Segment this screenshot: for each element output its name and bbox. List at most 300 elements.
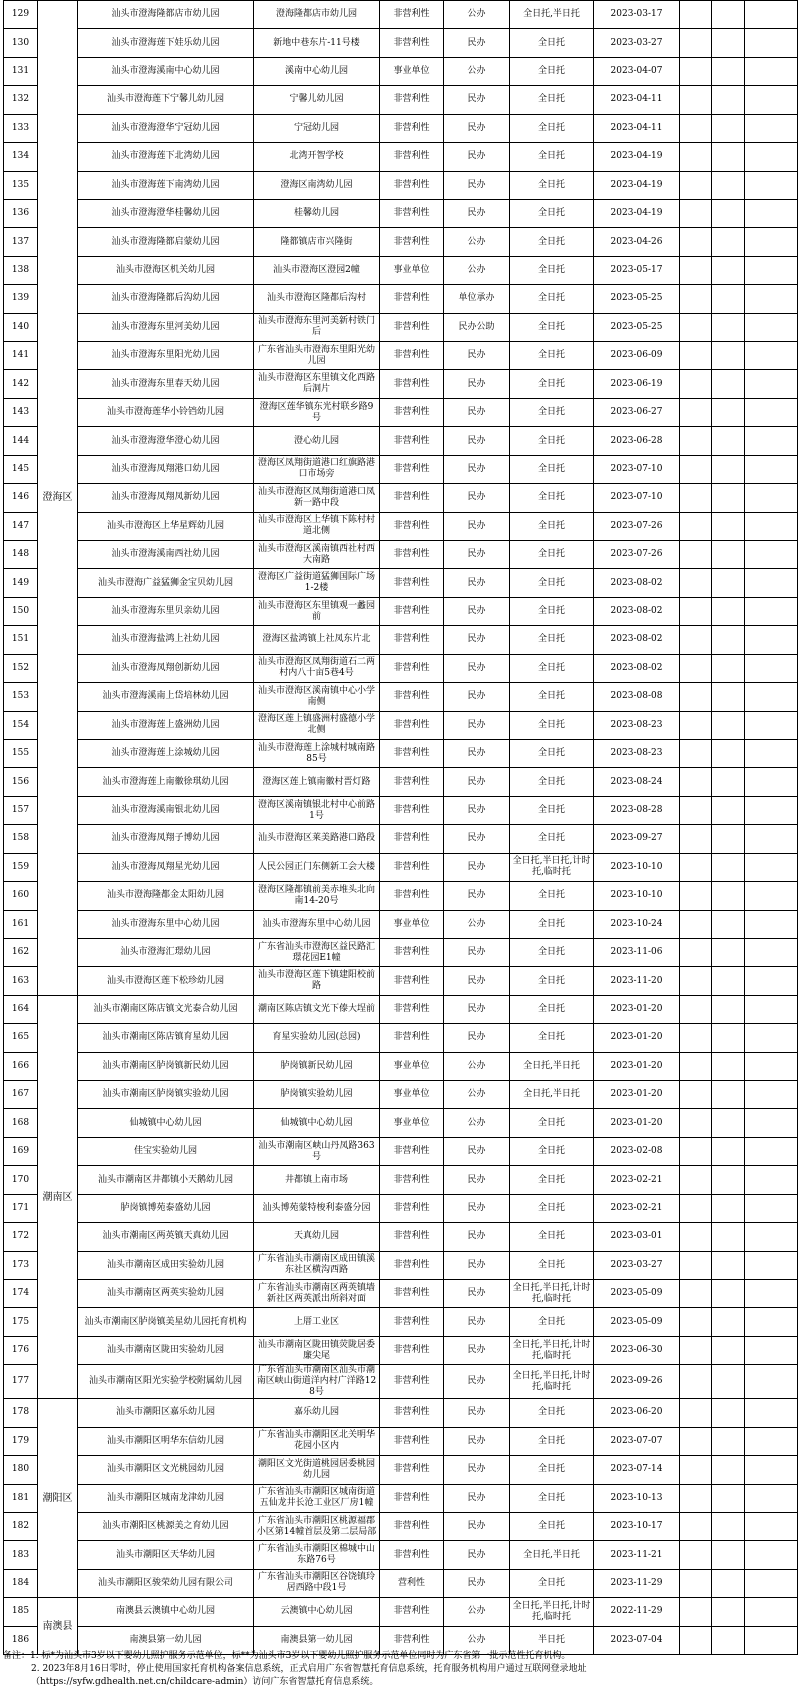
care-type: 全日托 xyxy=(510,1456,594,1484)
row-number: 181 xyxy=(4,1484,38,1512)
registration-date: 2023-07-10 xyxy=(594,484,680,512)
nature: 非营利性 xyxy=(380,1484,444,1512)
footnote-2: 2. 2023年8月16日零时，停止使用国家托育机构备案信息系统，正式启用广东省智慧托育信息系统，托育服务机构用户通过互联网登录地址 xyxy=(31,1664,587,1674)
address: 嘉乐幼儿园 xyxy=(254,1399,380,1427)
blank-cell xyxy=(680,427,712,455)
care-type: 全日托 xyxy=(510,1251,594,1279)
district-cell: 南澳县 xyxy=(38,1598,78,1655)
nature: 非营利性 xyxy=(380,1626,444,1654)
row-number: 178 xyxy=(4,1399,38,1427)
registration-date: 2023-07-26 xyxy=(594,512,680,540)
blank-cell xyxy=(712,86,745,114)
care-type: 全日托 xyxy=(510,1194,594,1222)
blank-cell xyxy=(745,683,798,711)
blank-cell xyxy=(680,1541,712,1569)
care-type: 全日托 xyxy=(510,228,594,256)
care-type: 全日托,半日托,计时托,临时托 xyxy=(510,1279,594,1307)
care-type: 全日托,半日托 xyxy=(510,1081,594,1109)
nature: 非营利性 xyxy=(380,1279,444,1307)
care-type: 半日托 xyxy=(510,1626,594,1654)
blank-cell xyxy=(680,285,712,313)
registration-date: 2023-04-19 xyxy=(594,143,680,171)
registration-date: 2023-06-27 xyxy=(594,398,680,426)
blank-cell xyxy=(712,1399,745,1427)
institution-name: 汕头市潮南区陇田实验幼儿园 xyxy=(78,1336,254,1364)
blank-cell xyxy=(712,1194,745,1222)
institution-name: 汕头市澄海东里阳光幼儿园 xyxy=(78,342,254,370)
nature: 非营利性 xyxy=(380,171,444,199)
blank-cell xyxy=(745,995,798,1023)
institution-name: 汕头市潮南区阳光实验学校附属幼儿园 xyxy=(78,1365,254,1399)
nature: 非营利性 xyxy=(380,541,444,569)
table-row xyxy=(4,1194,798,1222)
blank-cell xyxy=(680,995,712,1023)
care-type: 全日托 xyxy=(510,626,594,654)
care-type: 全日托 xyxy=(510,1569,594,1597)
registration-date: 2023-08-08 xyxy=(594,683,680,711)
institution-name: 汕头市澄海东里贝亲幼儿园 xyxy=(78,597,254,625)
ownership: 民办公助 xyxy=(444,313,510,341)
institution-name: 汕头市潮阳区骏荣幼儿园有限公司 xyxy=(78,1569,254,1597)
row-number: 157 xyxy=(4,796,38,824)
table-row xyxy=(4,967,798,995)
care-type: 全日托 xyxy=(510,29,594,57)
registration-date: 2023-08-02 xyxy=(594,569,680,597)
blank-cell xyxy=(745,739,798,767)
registration-date: 2023-04-07 xyxy=(594,57,680,85)
table-row xyxy=(4,342,798,370)
blank-cell xyxy=(712,1109,745,1137)
institution-name: 汕头市潮南区胪岗镇实验幼儿园 xyxy=(78,1081,254,1109)
nature: 非营利性 xyxy=(380,853,444,881)
blank-cell xyxy=(745,1251,798,1279)
care-type: 全日托 xyxy=(510,654,594,682)
table-row xyxy=(4,1427,798,1455)
blank-cell xyxy=(680,1166,712,1194)
address: 新地中巷东片-11号楼 xyxy=(254,29,380,57)
ownership: 民办 xyxy=(444,1166,510,1194)
address: 汕头市潮南区陇田镇荧陇居委廉尖尾 xyxy=(254,1336,380,1364)
nature: 事业单位 xyxy=(380,1081,444,1109)
table-row xyxy=(4,938,798,966)
nature: 非营利性 xyxy=(380,768,444,796)
address: 澄海区广益街道猛狮国际广场1-2楼 xyxy=(254,569,380,597)
institution-name: 汕头市澄海澄华宁冠幼儿园 xyxy=(78,114,254,142)
table-row xyxy=(4,228,798,256)
registration-date: 2023-08-23 xyxy=(594,739,680,767)
blank-cell xyxy=(712,1137,745,1165)
institution-name: 汕头市潮阳区文光桃园幼儿园 xyxy=(78,1456,254,1484)
blank-cell xyxy=(712,1598,745,1626)
nature: 非营利性 xyxy=(380,1194,444,1222)
institution-name: 汕头市澄海莲华小铃铛幼儿园 xyxy=(78,398,254,426)
blank-cell xyxy=(745,768,798,796)
institution-name: 汕头市澄海莲下南湾幼儿园 xyxy=(78,171,254,199)
row-number: 152 xyxy=(4,654,38,682)
table-row xyxy=(4,654,798,682)
blank-cell xyxy=(745,569,798,597)
address: 汕头市澄海莲上涂城村城南路85号 xyxy=(254,739,380,767)
care-type: 全日托 xyxy=(510,1024,594,1052)
address: 潮阳区文光街道桃园居委桃园幼儿园 xyxy=(254,1456,380,1484)
blank-cell xyxy=(712,427,745,455)
institution-name: 汕头市澄海溪南上岱培林幼儿园 xyxy=(78,683,254,711)
institution-name: 汕头市澄海隆都后沟幼儿园 xyxy=(78,285,254,313)
blank-cell xyxy=(745,796,798,824)
blank-cell xyxy=(680,711,712,739)
table-row xyxy=(4,1137,798,1165)
institution-name: 汕头市澄海广益猛狮金宝贝幼儿园 xyxy=(78,569,254,597)
institution-name: 汕头市潮阳区桃源美之育幼儿园 xyxy=(78,1512,254,1540)
blank-cell xyxy=(680,1052,712,1080)
blank-cell xyxy=(745,1024,798,1052)
institution-name: 汕头市澄海莲上涂城幼儿园 xyxy=(78,739,254,767)
address: 澄海区莲华镇东光村联乡路9号 xyxy=(254,398,380,426)
address: 胪岗镇实验幼儿园 xyxy=(254,1081,380,1109)
nature: 非营利性 xyxy=(380,512,444,540)
institution-name: 汕头市潮阳区嘉乐幼儿园 xyxy=(78,1399,254,1427)
table-row xyxy=(4,370,798,398)
registration-date: 2023-04-26 xyxy=(594,228,680,256)
ownership: 民办 xyxy=(444,739,510,767)
blank-cell xyxy=(745,1109,798,1137)
table-row xyxy=(4,1541,798,1569)
registration-date: 2023-08-02 xyxy=(594,597,680,625)
blank-cell xyxy=(680,1365,712,1399)
ownership: 民办 xyxy=(444,1279,510,1307)
row-number: 184 xyxy=(4,1569,38,1597)
blank-cell xyxy=(745,910,798,938)
blank-cell xyxy=(680,256,712,284)
blank-cell xyxy=(745,1194,798,1222)
registration-date: 2023-08-02 xyxy=(594,654,680,682)
blank-cell xyxy=(745,882,798,910)
care-type: 全日托 xyxy=(510,796,594,824)
blank-cell xyxy=(745,967,798,995)
registration-date: 2023-10-17 xyxy=(594,1512,680,1540)
institution-name: 汕头市潮南区胪岗镇新民幼儿园 xyxy=(78,1052,254,1080)
table-row xyxy=(4,398,798,426)
row-number: 176 xyxy=(4,1336,38,1364)
ownership: 民办 xyxy=(444,1541,510,1569)
blank-cell xyxy=(745,455,798,483)
blank-cell xyxy=(680,739,712,767)
ownership: 民办 xyxy=(444,1427,510,1455)
nature: 非营利性 xyxy=(380,1427,444,1455)
care-type: 全日托 xyxy=(510,882,594,910)
ownership: 民办 xyxy=(444,484,510,512)
registration-date: 2023-02-08 xyxy=(594,1137,680,1165)
ownership: 民办 xyxy=(444,1137,510,1165)
nature: 非营利性 xyxy=(380,569,444,597)
address: 澄海区莲上镇南徽村晋灯路 xyxy=(254,768,380,796)
blank-cell xyxy=(745,114,798,142)
blank-cell xyxy=(680,1,712,29)
blank-cell xyxy=(712,512,745,540)
institution-name: 汕头市澄海澄华桂馨幼儿园 xyxy=(78,199,254,227)
blank-cell xyxy=(712,1427,745,1455)
blank-cell xyxy=(712,342,745,370)
blank-cell xyxy=(680,370,712,398)
registration-date: 2023-10-13 xyxy=(594,1484,680,1512)
address: 汕头市澄海区莱美路港口路段 xyxy=(254,825,380,853)
table-row xyxy=(4,796,798,824)
nature: 非营利性 xyxy=(380,285,444,313)
row-number: 162 xyxy=(4,938,38,966)
row-number: 140 xyxy=(4,313,38,341)
blank-cell xyxy=(712,1456,745,1484)
registration-date: 2023-06-20 xyxy=(594,1399,680,1427)
ownership: 公办 xyxy=(444,1052,510,1080)
blank-cell xyxy=(712,1081,745,1109)
address: 汕头市澄海区隆都后沟村 xyxy=(254,285,380,313)
nature: 非营利性 xyxy=(380,1024,444,1052)
nature: 非营利性 xyxy=(380,1365,444,1399)
row-number: 132 xyxy=(4,86,38,114)
care-type: 全日托 xyxy=(510,683,594,711)
blank-cell xyxy=(745,199,798,227)
blank-cell xyxy=(680,541,712,569)
nature: 非营利性 xyxy=(380,683,444,711)
institution-name: 汕头市澄海莲上南徽徐琪幼儿园 xyxy=(78,768,254,796)
nature: 非营利性 xyxy=(380,597,444,625)
care-type: 全日托,半日托,计时托,临时托 xyxy=(510,853,594,881)
blank-cell xyxy=(745,1541,798,1569)
care-type: 全日托 xyxy=(510,86,594,114)
institution-name: 汕头市澄海凤翔凤新幼儿园 xyxy=(78,484,254,512)
ownership: 民办 xyxy=(444,825,510,853)
address: 澄海区隆都镇前美赤堆头北向南14-20号 xyxy=(254,882,380,910)
ownership: 民办 xyxy=(444,967,510,995)
ownership: 民办 xyxy=(444,597,510,625)
institution-name: 汕头市澄海溪南银北幼儿园 xyxy=(78,796,254,824)
ownership: 公办 xyxy=(444,1081,510,1109)
nature: 非营利性 xyxy=(380,825,444,853)
registration-date: 2023-05-09 xyxy=(594,1308,680,1336)
address: 广东省汕头市潮阳区谷饶镇玲居西路中段1号 xyxy=(254,1569,380,1597)
address: 汕头市澄海东里河美新村铁门后 xyxy=(254,313,380,341)
address: 澄海区溪南镇银北村中心前路1号 xyxy=(254,796,380,824)
institution-name: 汕头市澄海莲下娃乐幼儿园 xyxy=(78,29,254,57)
blank-cell xyxy=(745,1166,798,1194)
address: 人民公园正门东侧新工会大楼 xyxy=(254,853,380,881)
nature: 非营利性 xyxy=(380,739,444,767)
care-type: 全日托 xyxy=(510,1399,594,1427)
row-number: 155 xyxy=(4,739,38,767)
blank-cell xyxy=(680,654,712,682)
ownership: 民办 xyxy=(444,711,510,739)
nature: 非营利性 xyxy=(380,1,444,29)
ownership: 民办 xyxy=(444,938,510,966)
ownership: 民办 xyxy=(444,1194,510,1222)
row-number: 134 xyxy=(4,143,38,171)
address: 澄海隆都店市幼儿园 xyxy=(254,1,380,29)
table-row xyxy=(4,512,798,540)
institution-name: 汕头市澄海隆都金太阳幼儿园 xyxy=(78,882,254,910)
registration-date: 2023-06-09 xyxy=(594,342,680,370)
table-row xyxy=(4,1109,798,1137)
nature: 非营利性 xyxy=(380,1166,444,1194)
registration-date: 2023-05-17 xyxy=(594,256,680,284)
address: 井都镇上南市场 xyxy=(254,1166,380,1194)
table-row xyxy=(4,1456,798,1484)
address: 广东省汕头市潮南区成田镇溪东社区横沟西路 xyxy=(254,1251,380,1279)
blank-cell xyxy=(745,1598,798,1626)
blank-cell xyxy=(712,541,745,569)
institution-name: 汕头市澄海东里春天幼儿园 xyxy=(78,370,254,398)
ownership: 公办 xyxy=(444,910,510,938)
ownership: 民办 xyxy=(444,995,510,1023)
nature: 非营利性 xyxy=(380,29,444,57)
registration-date: 2023-06-30 xyxy=(594,1336,680,1364)
blank-cell xyxy=(680,484,712,512)
address: 广东省汕头市潮阳区棉城中山东路76号 xyxy=(254,1541,380,1569)
address: 汕头市澄海区澄园2幢 xyxy=(254,256,380,284)
table-row xyxy=(4,626,798,654)
ownership: 民办 xyxy=(444,626,510,654)
blank-cell xyxy=(712,57,745,85)
table-row xyxy=(4,910,798,938)
blank-cell xyxy=(680,626,712,654)
nature: 非营利性 xyxy=(380,626,444,654)
kindergarten-registry-table xyxy=(3,0,798,1655)
row-number: 164 xyxy=(4,995,38,1023)
registration-date: 2023-05-09 xyxy=(594,1279,680,1307)
table-row xyxy=(4,597,798,625)
blank-cell xyxy=(745,654,798,682)
institution-name: 汕头市潮南区两英实验幼儿园 xyxy=(78,1279,254,1307)
table-row xyxy=(4,569,798,597)
institution-name: 汕头市澄海区莲下松珍幼儿园 xyxy=(78,967,254,995)
care-type: 全日托 xyxy=(510,967,594,995)
ownership: 民办 xyxy=(444,1399,510,1427)
care-type: 全日托 xyxy=(510,57,594,85)
blank-cell xyxy=(712,1484,745,1512)
row-number: 143 xyxy=(4,398,38,426)
institution-name: 汕头市澄海凤翔子博幼儿园 xyxy=(78,825,254,853)
nature: 事业单位 xyxy=(380,256,444,284)
ownership: 民办 xyxy=(444,683,510,711)
care-type: 全日托 xyxy=(510,143,594,171)
blank-cell xyxy=(745,512,798,540)
table-row xyxy=(4,882,798,910)
address: 南澳县第一幼儿园 xyxy=(254,1626,380,1654)
nature: 非营利性 xyxy=(380,228,444,256)
care-type: 全日托 xyxy=(510,1223,594,1251)
care-type: 全日托 xyxy=(510,398,594,426)
address: 汕头市澄海区凤翔街道石二两村内八十亩5巷4号 xyxy=(254,654,380,682)
blank-cell xyxy=(712,285,745,313)
ownership: 民办 xyxy=(444,853,510,881)
blank-cell xyxy=(680,1279,712,1307)
registration-date: 2023-01-20 xyxy=(594,995,680,1023)
blank-cell xyxy=(680,398,712,426)
registration-date: 2023-02-21 xyxy=(594,1166,680,1194)
ownership: 民办 xyxy=(444,1512,510,1540)
blank-cell xyxy=(745,370,798,398)
nature: 非营利性 xyxy=(380,86,444,114)
ownership: 民办 xyxy=(444,1456,510,1484)
ownership: 民办 xyxy=(444,171,510,199)
nature: 非营利性 xyxy=(380,1512,444,1540)
care-type: 全日托 xyxy=(510,541,594,569)
blank-cell xyxy=(680,938,712,966)
row-number: 136 xyxy=(4,199,38,227)
blank-cell xyxy=(680,1081,712,1109)
row-number: 159 xyxy=(4,853,38,881)
blank-cell xyxy=(745,1512,798,1540)
blank-cell xyxy=(712,29,745,57)
table-row xyxy=(4,1598,798,1626)
address: 广东省汕头市潮南区两英镇墙新社区两英派出所斜对面 xyxy=(254,1279,380,1307)
registration-date: 2023-08-24 xyxy=(594,768,680,796)
nature: 非营利性 xyxy=(380,1399,444,1427)
blank-cell xyxy=(745,143,798,171)
ownership: 公办 xyxy=(444,57,510,85)
row-number: 169 xyxy=(4,1137,38,1165)
table-row xyxy=(4,1166,798,1194)
table-row xyxy=(4,1052,798,1080)
table-body xyxy=(4,1,798,1655)
row-number: 153 xyxy=(4,683,38,711)
care-type: 全日托 xyxy=(510,910,594,938)
blank-cell xyxy=(712,313,745,341)
ownership: 民办 xyxy=(444,114,510,142)
ownership: 民办 xyxy=(444,1223,510,1251)
ownership: 民办 xyxy=(444,370,510,398)
nature: 非营利性 xyxy=(380,882,444,910)
blank-cell xyxy=(745,711,798,739)
institution-name: 仙城镇中心幼儿园 xyxy=(78,1109,254,1137)
registration-date: 2023-01-20 xyxy=(594,1024,680,1052)
address: 广东省汕头市澄海东里阳光幼儿园 xyxy=(254,342,380,370)
ownership: 民办 xyxy=(444,1308,510,1336)
address: 汕头市澄海区东里镇观一蠡园前 xyxy=(254,597,380,625)
institution-name: 汕头市澄海莲下北湾幼儿园 xyxy=(78,143,254,171)
blank-cell xyxy=(712,569,745,597)
row-number: 175 xyxy=(4,1308,38,1336)
blank-cell xyxy=(680,1137,712,1165)
ownership: 民办 xyxy=(444,455,510,483)
address: 广东省汕头市澄海区益民路汇璟花园E1幢 xyxy=(254,938,380,966)
blank-cell xyxy=(712,1052,745,1080)
address: 广东省汕头市潮阳区城南街道五仙龙井长沧工业区厂房1幢 xyxy=(254,1484,380,1512)
care-type: 全日托 xyxy=(510,569,594,597)
care-type: 全日托 xyxy=(510,825,594,853)
table-row xyxy=(4,1569,798,1597)
blank-cell xyxy=(712,768,745,796)
blank-cell xyxy=(745,626,798,654)
blank-cell xyxy=(745,1279,798,1307)
table-row xyxy=(4,57,798,85)
blank-cell xyxy=(680,114,712,142)
table-row xyxy=(4,455,798,483)
blank-cell xyxy=(680,768,712,796)
blank-cell xyxy=(680,199,712,227)
table-row xyxy=(4,853,798,881)
row-number: 173 xyxy=(4,1251,38,1279)
table-row xyxy=(4,427,798,455)
institution-name: 汕头市潮南区胪岗镇美星幼儿园托育机构 xyxy=(78,1308,254,1336)
ownership: 公办 xyxy=(444,228,510,256)
address: 广东省汕头市潮阳区北关明华花园小区内 xyxy=(254,1427,380,1455)
registration-date: 2023-10-24 xyxy=(594,910,680,938)
district-cell: 澄海区 xyxy=(38,1,78,996)
row-number: 149 xyxy=(4,569,38,597)
address: 汕头市澄海东里中心幼儿园 xyxy=(254,910,380,938)
blank-cell xyxy=(745,1081,798,1109)
blank-cell xyxy=(712,199,745,227)
